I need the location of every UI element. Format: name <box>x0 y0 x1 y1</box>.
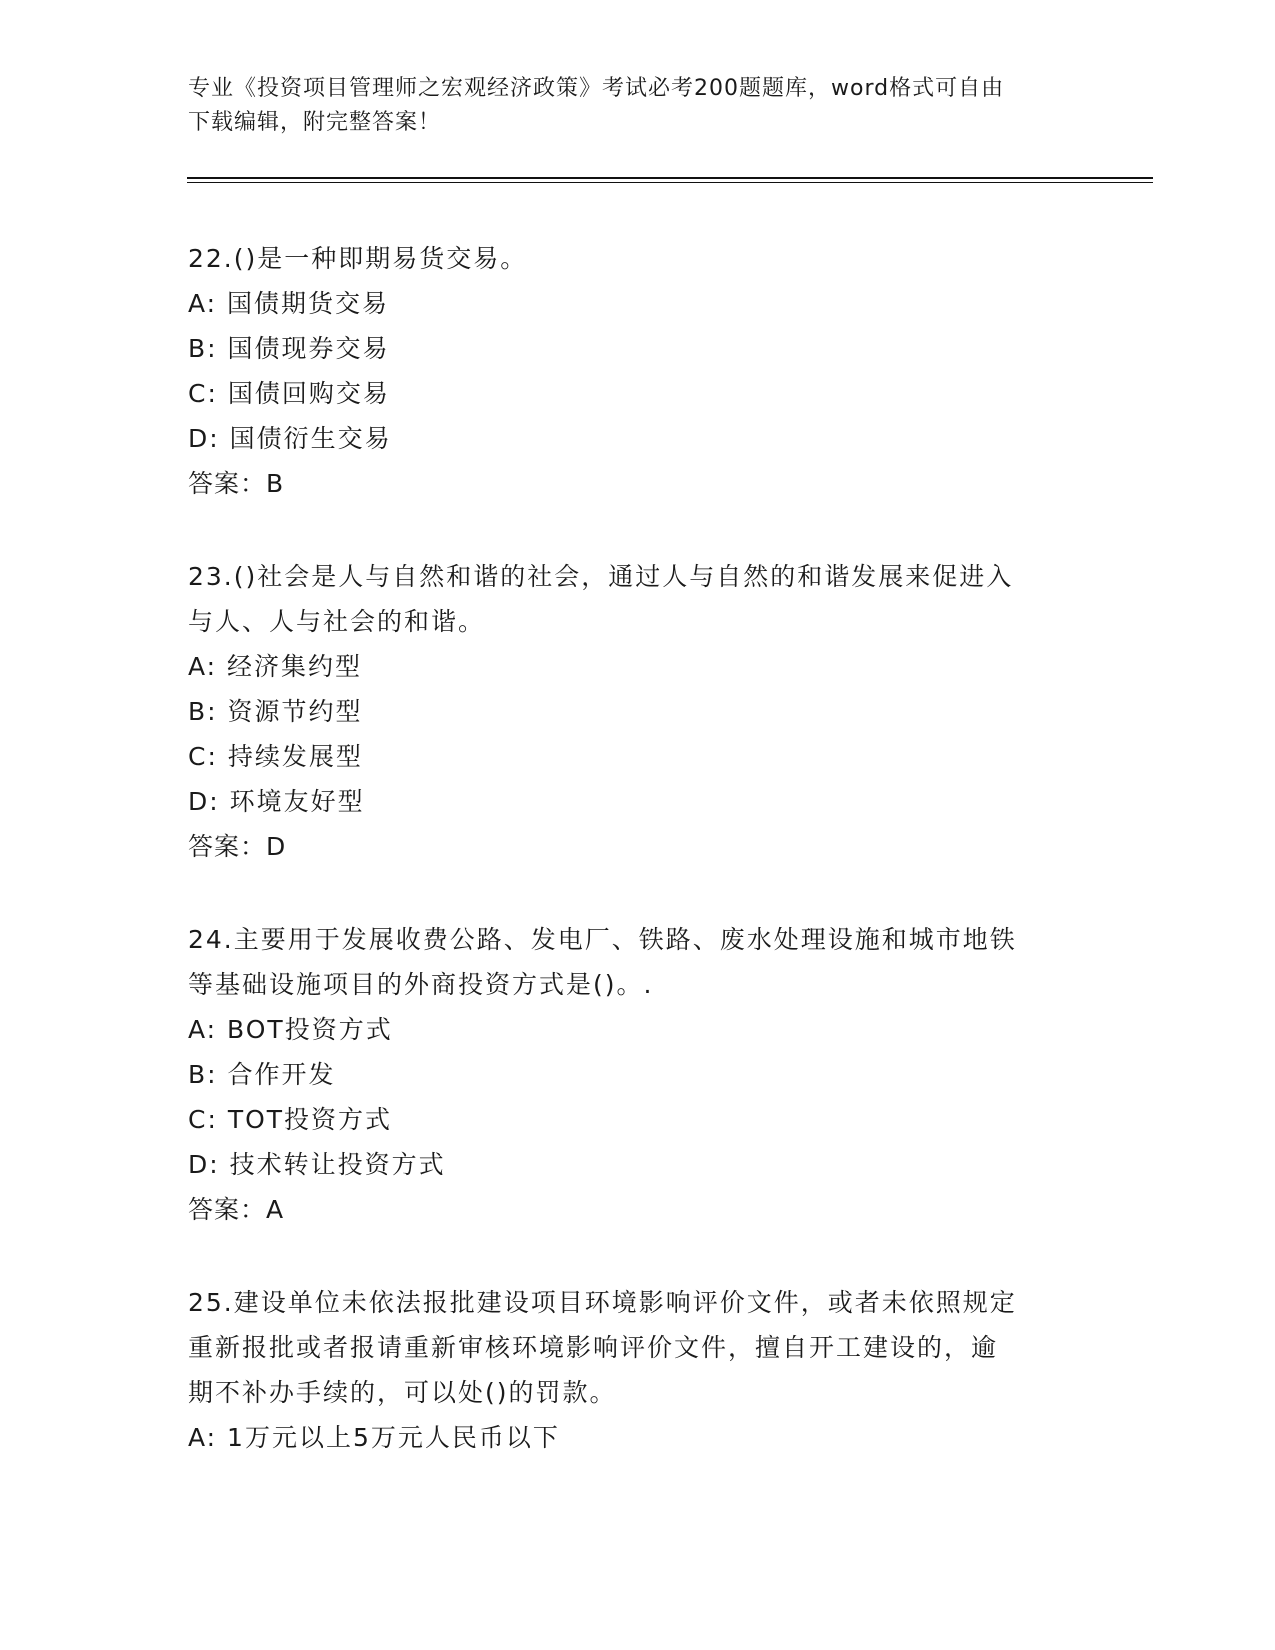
header-line-2: 下载编辑，附完整答案！ <box>188 110 442 135</box>
option-c: C: 国债回购交易 <box>188 379 390 408</box>
answer: 答案：D <box>188 832 287 861</box>
header-line-1: 专业《投资项目管理师之宏观经济政策》考试必考200题题库，word格式可自由 <box>188 76 1005 101</box>
question-text: 等基础设施项目的外商投资方式是()。. <box>188 970 654 999</box>
option-b: B: 资源节约型 <box>188 697 363 726</box>
question-text: 期不补办手续的，可以处()的罚款。 <box>188 1378 617 1407</box>
option-c: C: 持续发展型 <box>188 742 363 771</box>
question-text: 25.建设单位未依法报批建设项目环境影响评价文件，或者未依照规定 <box>188 1288 1017 1317</box>
option-d: D: 技术转让投资方式 <box>188 1150 446 1179</box>
option-b: B: 合作开发 <box>188 1060 336 1089</box>
question-text: 23.()社会是人与自然和谐的社会，通过人与自然的和谐发展来促进入 <box>188 562 1014 591</box>
option-a: A: 1万元以上5万元人民币以下 <box>188 1423 560 1452</box>
option-d: D: 国债衍生交易 <box>188 424 392 453</box>
header-rule-thick <box>187 177 1153 179</box>
question-22 <box>188 236 1088 506</box>
option-b: B: 国债现券交易 <box>188 334 390 363</box>
question-text: 24.主要用于发展收费公路、发电厂、铁路、废水处理设施和城市地铁 <box>188 925 1017 954</box>
answer: 答案：A <box>188 1195 285 1224</box>
option-c: C: TOT投资方式 <box>188 1105 393 1134</box>
question-25 <box>188 1280 1088 1460</box>
question-24 <box>188 917 1088 1232</box>
option-a: A: BOT投资方式 <box>188 1015 393 1044</box>
question-text: 22.()是一种即期易货交易。 <box>188 244 528 273</box>
answer: 答案：B <box>188 469 285 498</box>
header-rule-thin <box>187 182 1153 183</box>
question-text: 与人、人与社会的和谐。 <box>188 607 486 636</box>
option-a: A: 经济集约型 <box>188 652 363 681</box>
option-a: A: 国债期货交易 <box>188 289 390 318</box>
question-text: 重新报批或者报请重新审核环境影响评价文件，擅自开工建设的，逾 <box>188 1333 999 1362</box>
question-23 <box>188 554 1088 869</box>
question-list <box>188 236 1088 1508</box>
document-header <box>188 72 1068 140</box>
option-d: D: 环境友好型 <box>188 787 365 816</box>
